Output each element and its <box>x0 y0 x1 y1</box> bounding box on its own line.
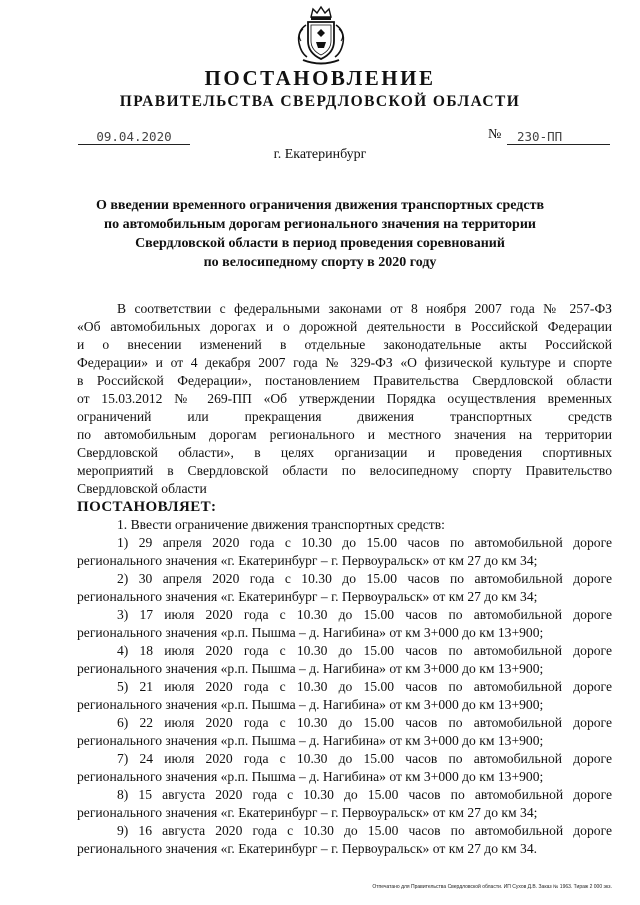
document-number-block <box>488 127 610 144</box>
subitem-line: 9) 16 августа 2020 года с 10.30 до 15.00 часов по автомобильной дороге <box>117 823 612 838</box>
subitem-line: 2) 30 апреля 2020 года с 10.30 до 15.00 часов по автомобильной дороге <box>117 571 612 586</box>
subitem-line: регионального значения «г. Екатеринбург – г. Первоуральск» от км 27 до км 34; <box>77 553 538 568</box>
subitem-line: 1) 29 апреля 2020 года с 10.30 до 15.00 часов по автомобильной дороге <box>117 535 612 550</box>
subitem-line: регионального значения «р.п. Пышма – д. Нагибина» от км 3+000 до км 13+900; <box>77 769 544 784</box>
subitem-line: 6) 22 июля 2020 года с 10.30 до 15.00 часов по автомобильной дороге <box>117 715 612 730</box>
document-body <box>77 300 612 858</box>
subitem-line: 3) 17 июля 2020 года с 10.30 до 15.00 часов по автомобильной дороге <box>117 607 612 622</box>
number-sign: № <box>488 127 502 142</box>
preamble-line: мероприятий в Свердловской области по велосипедному спорту Правительство <box>77 463 612 478</box>
document-date: 09.04.2020 <box>78 129 190 145</box>
subject-line: О введении временного ограничения движения транспортных средств <box>95 198 545 213</box>
coat-of-arms-icon <box>293 5 349 67</box>
preamble-line: Свердловской области <box>77 481 207 496</box>
issuer-name: ПРАВИТЕЛЬСТВА СВЕРДЛОВСКОЙ ОБЛАСТИ <box>119 93 521 110</box>
subitem-line: регионального значения «р.п. Пышма – д. Нагибина» от км 3+000 до км 13+900; <box>77 625 544 640</box>
preamble-line: по автомобильным дорогам регионального и местного значения на территории <box>77 427 612 442</box>
subitem-line: регионального значения «г. Екатеринбург – г. Первоуральск» от км 27 до км 34. <box>77 841 538 856</box>
preamble-line: в Российской Федерации», постановлением Правительства Свердловской области <box>77 373 612 388</box>
preamble-line: от 15.03.2012 № 269-ПП «Об утверждении Порядка осуществления временных <box>77 391 612 406</box>
preamble-line: «Об автомобильных дорогах и о дорожной деятельности в Российской Федерации <box>77 319 612 334</box>
subitem-line: 5) 21 июля 2020 года с 10.30 до 15.00 часов по автомобильной дороге <box>117 679 612 694</box>
item-heading: 1. Ввести ограничение движения транспортных средств: <box>117 517 445 532</box>
print-footer: Отпечатано для Правительства Свердловской области. ИП Сухов Д.В. Заказ № 1963. Тираж 2 000 экз. <box>372 884 612 890</box>
subject-line: Свердловской области в период проведения соревнований <box>135 236 505 251</box>
preamble-line: Свердловской области», в целях организации и проведения спортивных <box>77 445 612 460</box>
preamble-line: ограничений или прекращения движения транспортных средств <box>77 409 612 424</box>
subitem-line: 8) 15 августа 2020 года с 10.30 до 15.00 часов по автомобильной дороге <box>117 787 612 802</box>
preamble-line: В соответствии с федеральными законами от 8 ноября 2007 года № 257-ФЗ <box>117 301 612 316</box>
document-city: г. Екатеринбург <box>273 147 367 162</box>
document-subject <box>80 196 560 272</box>
subject-line: по автомобильным дорогам регионального значения на территории <box>104 217 536 232</box>
subitem-line: регионального значения «р.п. Пышма – д. Нагибина» от км 3+000 до км 13+900; <box>77 661 544 676</box>
preamble-line: Федерации» и от 4 декабря 2007 года № 329-ФЗ «О физической культуре и спорте <box>77 355 612 370</box>
subitem-line: 4) 18 июля 2020 года с 10.30 до 15.00 часов по автомобильной дороге <box>117 643 612 658</box>
subitem-line: регионального значения «р.п. Пышма – д. Нагибина» от км 3+000 до км 13+900; <box>77 733 544 748</box>
document-number: 230-ПП <box>507 129 610 145</box>
subject-line: по велосипедному спорту в 2020 году <box>203 255 437 270</box>
subitem-line: регионального значения «г. Екатеринбург – г. Первоуральск» от км 27 до км 34; <box>77 589 538 604</box>
preamble-line: и о внесении изменений в отдельные законодательные акты Российской <box>77 337 612 352</box>
resolve-heading: ПОСТАНОВЛЯЕТ: <box>77 499 217 515</box>
subitem-line: регионального значения «р.п. Пышма – д. Нагибина» от км 3+000 до км 13+900; <box>77 697 544 712</box>
document-title: ПОСТАНОВЛЕНИЕ <box>204 66 436 90</box>
subitem-line: регионального значения «г. Екатеринбург – г. Первоуральск» от км 27 до км 34; <box>77 805 538 820</box>
subitem-line: 7) 24 июля 2020 года с 10.30 до 15.00 часов по автомобильной дороге <box>117 751 612 766</box>
